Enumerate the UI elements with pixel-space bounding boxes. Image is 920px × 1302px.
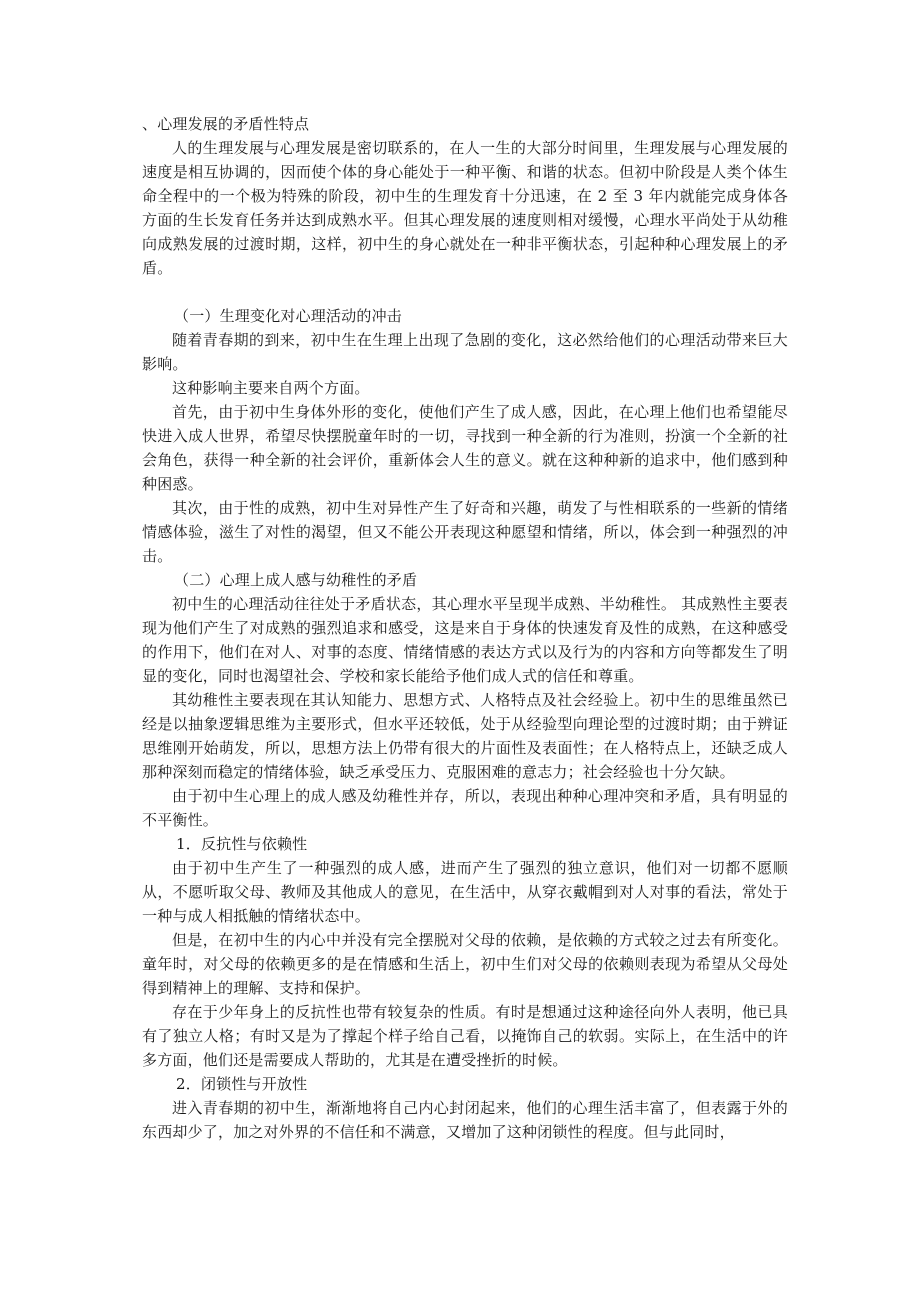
document-body (142, 112, 788, 1144)
item-heading-2: 2．闭锁性与开放性 (176, 1075, 308, 1093)
section-heading-2: （二）心理上成人感与幼稚性的矛盾 (174, 571, 418, 589)
document-title: 、心理发展的矛盾性特点 (142, 115, 310, 133)
section-heading-1: （一）生理变化对心理活动的冲击 (174, 307, 403, 325)
item1-paragraph-2: 但是，在初中生的内心中并没有完全摆脱对父母的依赖，是依赖的方式较之过去有所变化。童年时，对父母的依赖更多的是在情感和生活上，初中生们对父母的依赖则表现为希望从父母处得到精神上的理解、支持和保护。 (142, 931, 788, 997)
item1-paragraph-3: 存在于少年身上的反抗性也带有较复杂的性质。有时是想通过这种途径向外人表明，他已具有了独立人格；有时又是为了撑起个样子给自己看，以掩饰自己的软弱。实际上，在生活中的许多方面，他们还是需要成人帮助的，尤其是在遭受挫折的时候。 (142, 1003, 788, 1069)
paragraph-gap (142, 280, 788, 304)
item-heading-1: 1．反抗性与依赖性 (176, 835, 308, 853)
item2-paragraph-1: 进入青春期的初中生，渐渐地将自己内心封闭起来，他们的心理生活丰富了，但表露于外的东西却少了，加之对外界的不信任和不满意，又增加了这种闭锁性的程度。但与此同时， (142, 1099, 788, 1141)
section1-paragraph-4: 其次，由于性的成熟，初中生对异性产生了好奇和兴趣，萌发了与性相联系的一些新的情绪情感体验，滋生了对性的渴望，但又不能公开表现这种愿望和情绪，所以，体会到一种强烈的冲击。 (142, 499, 788, 565)
section2-paragraph-3: 由于初中生心理上的成人感及幼稚性并存，所以，表现出种种心理冲突和矛盾，具有明显的不平衡性。 (142, 787, 788, 829)
intro-paragraph: 人的生理发展与心理发展是密切联系的，在人一生的大部分时间里，生理发展与心理发展的速度是相互协调的，因而使个体的身心能处于一种平衡、和谐的状态。但初中阶段是人类个体生命全程中的一个极为特殊的阶段，初中生的生理发育十分迅速，在 2 至 3 年内就能完成身体各方面的生长发育任务并达到成熟水平。但其心理发展的速度则相对缓慢，心理水平尚处于从幼稚向成熟发展的过渡时期，这样，初中生的身心就处在一种非平衡状态，引起种种心理发展上的矛盾。 (142, 139, 788, 277)
section1-paragraph-1: 随着青春期的到来，初中生在生理上出现了急剧的变化，这必然给他们的心理活动带来巨大影响。 (142, 331, 788, 373)
item1-paragraph-1: 由于初中生产生了一种强烈的成人感，进而产生了强烈的独立意识，他们对一切都不愿顺从，不愿听取父母、教师及其他成人的意见，在生活中，从穿衣戴帽到对人对事的看法，常处于一种与成人相抵触的情绪状态中。 (142, 859, 788, 925)
section2-paragraph-2: 其幼稚性主要表现在其认知能力、思想方式、人格特点及社会经验上。初中生的思维虽然已经是以抽象逻辑思维为主要形式，但水平还较低，处于从经验型向理论型的过渡时期；由于辨证思维刚开始萌发，所以，思想方法上仍带有很大的片面性及表面性；在人格特点上，还缺乏成人那种深刻而稳定的情绪体验，缺乏承受压力、克服困难的意志力；社会经验也十分欠缺。 (142, 691, 788, 781)
section1-paragraph-2: 这种影响主要来自两个方面。 (172, 379, 370, 397)
section2-paragraph-1: 初中生的心理活动往往处于矛盾状态，其心理水平呈现半成熟、半幼稚性。 其成熟性主要表现为他们产生了对成熟的强烈追求和感受，这是来自于身体的快速发育及性的成熟，在这种感受的作用下，他们在对人、对事的态度、情绪情感的表达方式以及行为的内容和方向等都发生了明显的变化，同时也渴望社会、学校和家长能给予他们成人式的信任和尊重。 (142, 595, 788, 685)
section1-paragraph-3: 首先，由于初中生身体外形的变化，使他们产生了成人感，因此，在心理上他们也希望能尽快进入成人世界，希望尽快摆脱童年时的一切，寻找到一种全新的行为准则，扮演一个全新的社会角色，获得一种全新的社会评价，重新体会人生的意义。就在这种种新的追求中，他们感到种种困惑。 (142, 403, 788, 493)
